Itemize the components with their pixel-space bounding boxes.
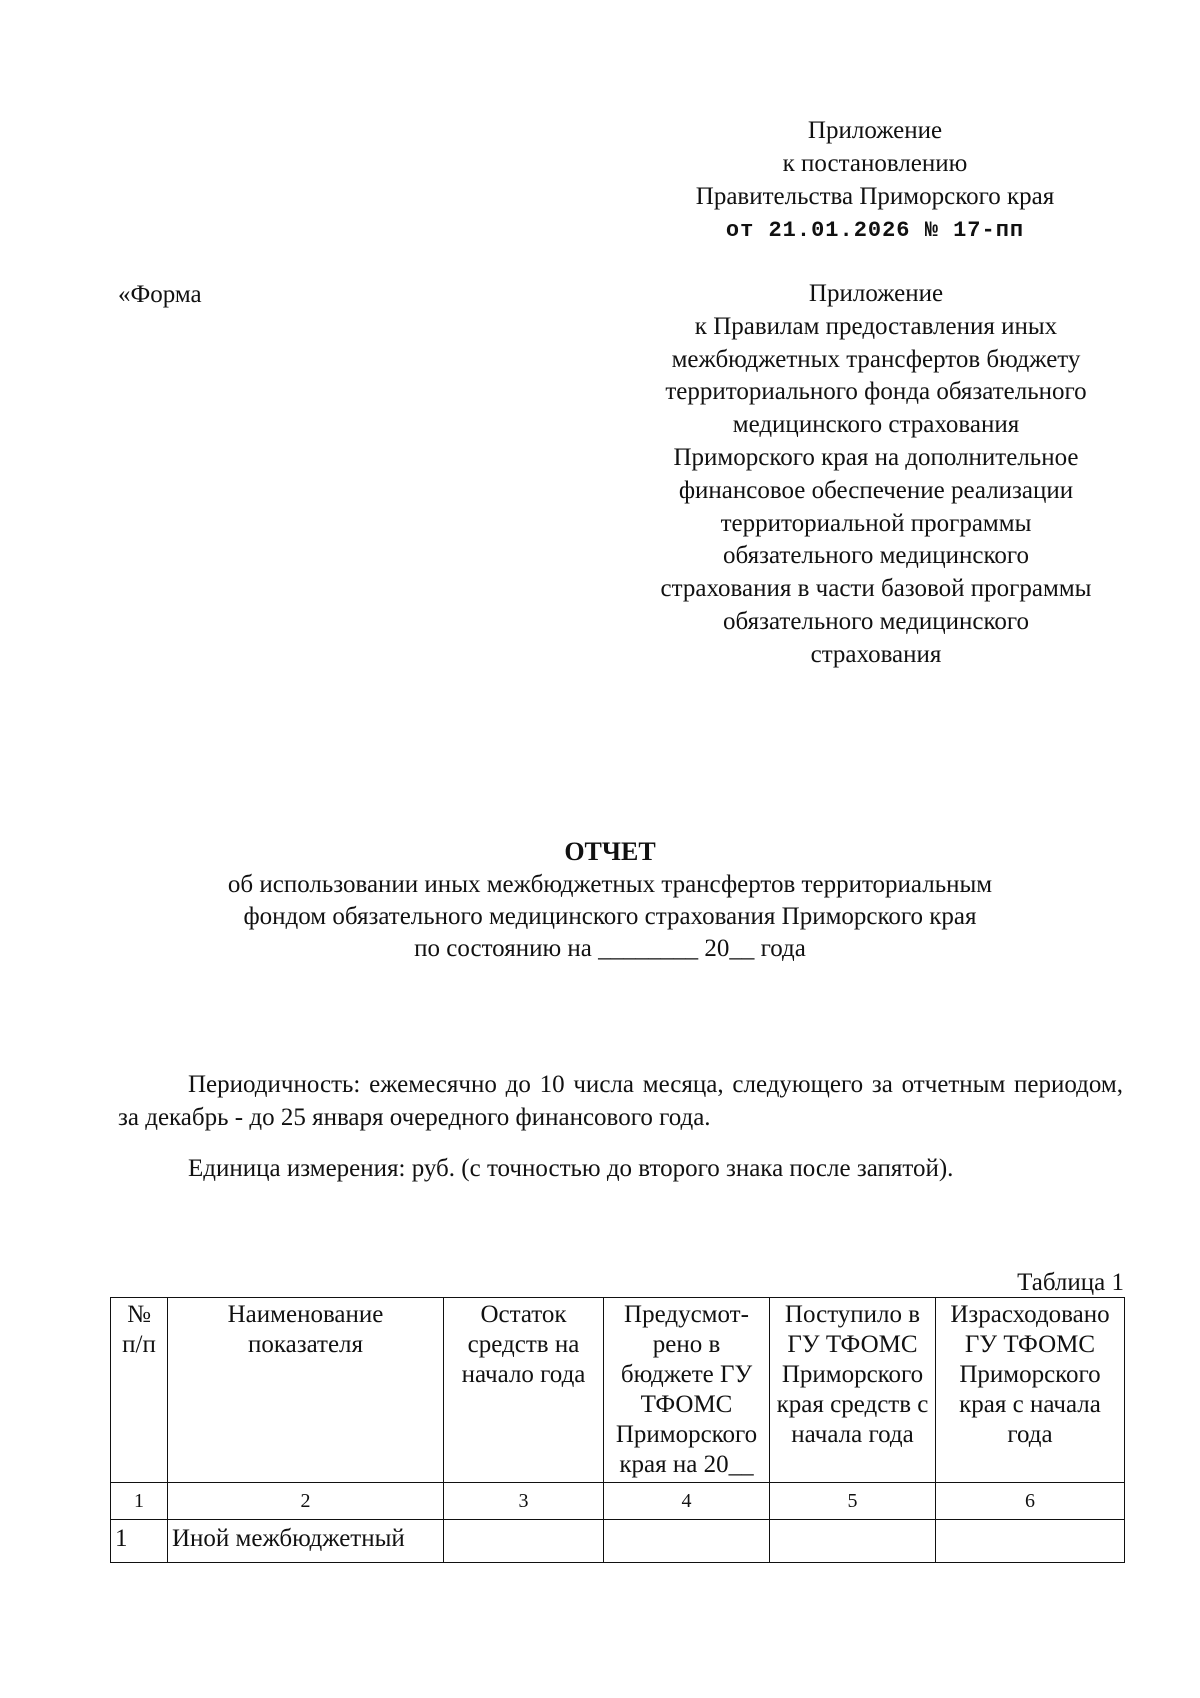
rules-appendix-line: территориальной программы bbox=[720, 509, 1032, 537]
table-cell: 1 bbox=[111, 1520, 168, 1563]
rules-appendix-line: страхования bbox=[810, 640, 942, 668]
header-spent: Израсходовано ГУ ТФОМС Приморского края с начала года bbox=[936, 1298, 1125, 1483]
header-budgeted: Предусмот-рено в бюджете ГУ ТФОМС Приморского края на 20__ bbox=[604, 1298, 770, 1483]
rules-appendix-line: обязательного медицинского bbox=[722, 607, 1029, 635]
table-cell bbox=[444, 1520, 604, 1563]
report-subtitle-line: фондом обязательного медицинского страхования Приморского края bbox=[243, 903, 977, 930]
rules-appendix-line: финансовое обеспечение реализации bbox=[678, 476, 1074, 504]
rules-appendix-line: территориального фонда обязательного bbox=[665, 378, 1087, 406]
column-number-row bbox=[111, 1483, 1125, 1520]
column-number: 6 bbox=[936, 1483, 1125, 1520]
header-indicator-name: Наименование показателя bbox=[168, 1298, 444, 1483]
table-cell bbox=[936, 1520, 1125, 1563]
rules-appendix-line: межбюджетных трансфертов бюджету bbox=[671, 345, 1081, 373]
appendix-header-line: Правительства Приморского края bbox=[695, 183, 1055, 210]
rules-appendix-line: страхования в части базовой программы bbox=[660, 575, 1092, 603]
report-date-line: по состоянию на ________ 20__ года bbox=[414, 935, 806, 962]
header-balance-start: Остаток средств на начало года bbox=[444, 1298, 604, 1483]
rules-appendix-line: обязательного медицинского bbox=[722, 542, 1029, 570]
table-header-row bbox=[111, 1298, 1125, 1483]
column-number: 4 bbox=[604, 1483, 770, 1520]
column-number: 3 bbox=[444, 1483, 604, 1520]
rules-appendix-line: медицинского страхования bbox=[732, 411, 1020, 439]
rules-appendix-line: Приморского края на дополнительное bbox=[673, 443, 1079, 471]
table-cell bbox=[604, 1520, 770, 1563]
column-number: 1 bbox=[111, 1483, 168, 1520]
unit-of-measure: Единица измерения: руб. (с точностью до второго знака после запятой). bbox=[188, 1155, 954, 1182]
report-table bbox=[110, 1297, 1125, 1563]
periodicity-paragraph: Периодичность: ежемесячно до 10 числа месяца, следующего за отчетным периодом, за декабрь - до 25 января очередного финансового года. bbox=[118, 1071, 1123, 1131]
rules-appendix-line: Приложение bbox=[808, 280, 944, 307]
table-caption: Таблица 1 bbox=[1017, 1269, 1124, 1296]
appendix-header-line: Приложение bbox=[807, 117, 943, 144]
column-number: 5 bbox=[770, 1483, 936, 1520]
header-number: № п/п bbox=[111, 1298, 168, 1483]
appendix-header-line: к постановлению bbox=[782, 150, 968, 177]
table-cell bbox=[770, 1520, 936, 1563]
table-cell: Иной межбюджетный bbox=[168, 1520, 444, 1563]
order-date-number: от 21.01.2026 № 17-пп bbox=[725, 218, 1025, 243]
column-number: 2 bbox=[168, 1483, 444, 1520]
header-received: Поступило в ГУ ТФОМС Приморского края средств с начала года bbox=[770, 1298, 936, 1483]
report-subtitle-line: об использовании иных межбюджетных трансфертов территориальным bbox=[227, 871, 993, 898]
rules-appendix-header bbox=[620, 278, 1132, 672]
rules-appendix-line: к Правилам предоставления иных bbox=[694, 312, 1058, 340]
report-title-block bbox=[110, 835, 1110, 965]
table-row bbox=[111, 1520, 1125, 1563]
approval-appendix-header bbox=[655, 114, 1095, 249]
form-label: «Форма bbox=[118, 281, 202, 308]
report-heading: ОТЧЕТ bbox=[564, 837, 656, 866]
